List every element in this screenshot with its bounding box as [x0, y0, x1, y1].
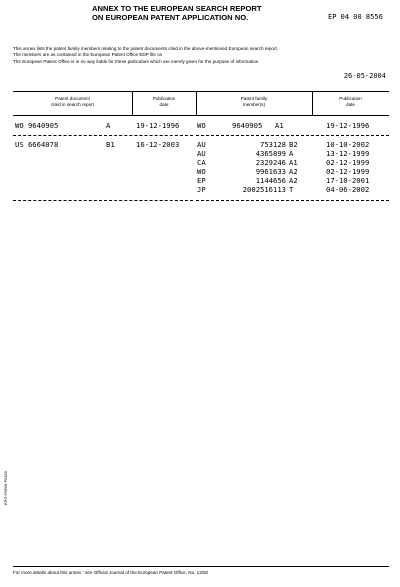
member-number: 753128	[260, 140, 286, 149]
group-separator	[196, 135, 389, 136]
member-country: WO	[197, 121, 206, 130]
table-header-rule	[13, 115, 389, 116]
member-kind: B2	[289, 140, 298, 149]
member-kind: A1	[275, 121, 284, 130]
col-header-patent-document: Patent document cited in search report	[51, 96, 94, 107]
annex-title	[92, 4, 261, 22]
group-separator	[13, 200, 193, 201]
member-date: 04-06-2002	[326, 185, 370, 194]
member-date: 17-10-2001	[326, 176, 370, 185]
title-line-2: ON EUROPEAN PATENT APPLICATION NO.	[92, 13, 249, 22]
footer-rule	[13, 566, 389, 567]
table-top-rule	[13, 91, 389, 92]
member-kind: A2	[289, 176, 298, 185]
col-header-publication-date: Publication date	[152, 96, 176, 107]
member-number: 2002516113	[242, 185, 286, 194]
member-number: 1144656	[255, 176, 286, 185]
cited-kind: A	[106, 121, 111, 130]
cited-date: 19-12-1996	[136, 121, 180, 130]
member-kind: A	[289, 149, 294, 158]
member-number: 2329246	[255, 158, 286, 167]
member-number: 4365899	[255, 149, 286, 158]
group-separator	[196, 200, 389, 201]
member-number: 9961633	[255, 167, 286, 176]
member-country: AU	[197, 149, 206, 158]
intro-line-1: This annex lists the patent family members relating to the patent documents cited in the above-mentioned European search report.	[13, 46, 279, 51]
col-header-member-date: Publication date	[339, 96, 362, 107]
group-separator	[13, 135, 193, 136]
member-date: 02-12-1999	[326, 158, 370, 167]
member-kind: A1	[289, 158, 298, 167]
member-country: CA	[197, 158, 206, 167]
application-number: EP 04 00 8556	[328, 13, 383, 21]
cited-document: US 6664078	[15, 140, 59, 149]
intro-text	[13, 46, 391, 65]
intro-line-2: The members are as contained in the European Patent Office EDP file on	[13, 52, 163, 58]
member-date: 13-12-1999	[326, 149, 370, 158]
footer-note: For more details about this annex : see Official Journal of the European Patent Office, No. 12/82	[13, 570, 209, 575]
intro-line-3: The European Patent Office is in no way liable for these particulars which are merely given for the purpose of information.	[13, 58, 260, 64]
member-country: WO	[197, 167, 206, 176]
report-date: 26-05-2004	[343, 72, 386, 80]
cited-document: WO 9640905	[15, 121, 59, 130]
form-code: EPO FORM P0459	[3, 470, 8, 505]
member-country: EP	[197, 176, 206, 185]
member-kind: A2	[289, 167, 298, 176]
member-date: 19-12-1996	[326, 121, 370, 130]
member-kind: T	[289, 185, 294, 194]
title-line-1: ANNEX TO THE EUROPEAN SEARCH REPORT	[92, 4, 262, 13]
member-country: AU	[197, 140, 206, 149]
member-number: 9640905	[232, 121, 263, 130]
member-country: JP	[197, 185, 206, 194]
col-header-family-members: Patent family member(s)	[240, 96, 268, 107]
cited-kind: B1	[106, 140, 115, 149]
cited-date: 16-12-2003	[136, 140, 180, 149]
member-date: 10-10-2002	[326, 140, 370, 149]
member-date: 02-12-1999	[326, 167, 370, 176]
